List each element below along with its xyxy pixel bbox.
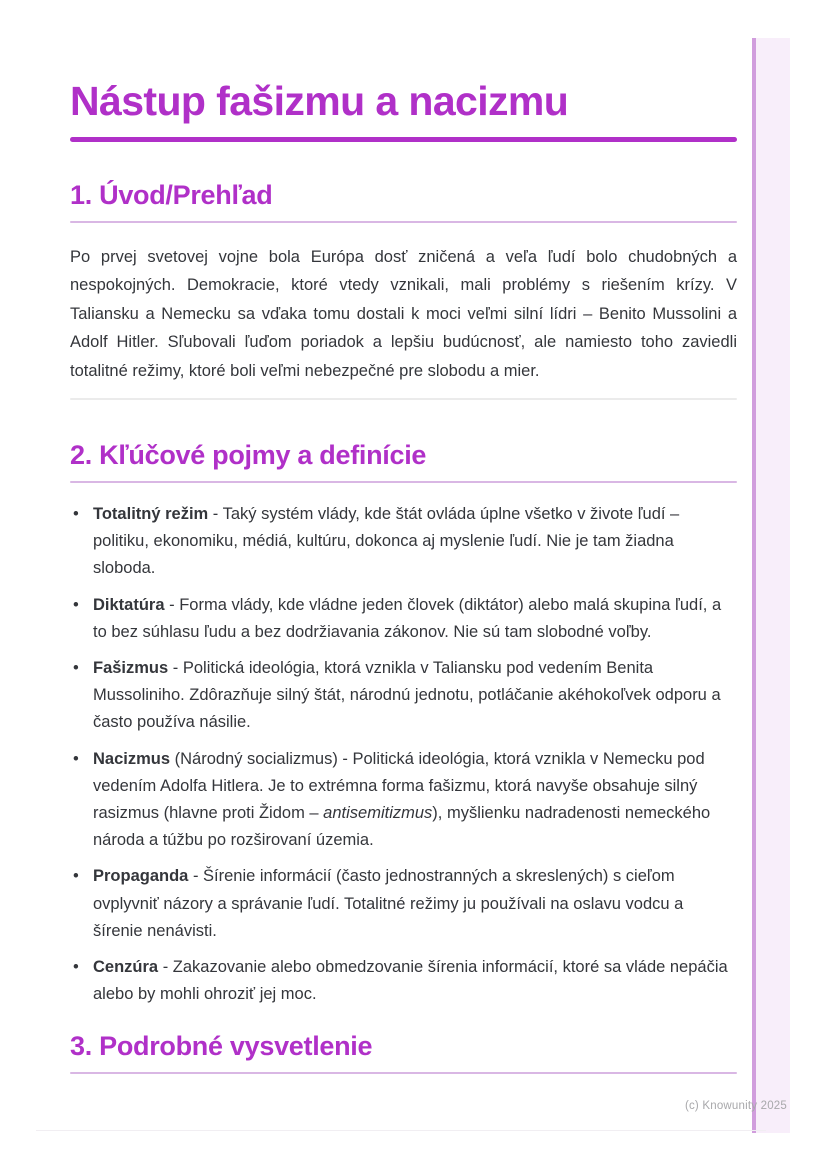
section-detail (70, 1030, 737, 1074)
definition-term: Propaganda (93, 867, 189, 886)
definitions-list (70, 501, 737, 1008)
definition-term: Nacizmus (93, 749, 171, 768)
definition-text: - Šírenie informácií (často jednostranných a skreslených) s cieľom ovplyvniť názory a správanie ľudí. Totalitné režimy ju používali na oslavu vodcu a šírenie nenávisti. (93, 867, 684, 940)
definition-text: ), myšlienku nadradenosti nemeckého národa a túžbu po rozširovaní územia. (93, 804, 711, 850)
page-break-line (36, 1130, 766, 1131)
italic-text: antisemitizmus (323, 804, 433, 823)
intro-paragraph: Po prvej svetovej vojne bola Európa dosť zničená a veľa ľudí bolo chudobných a nespokojných. Demokracie, ktoré vtedy vznikali, mali problémy s riešením krízy. V Taliansku a Nemecku sa vďaka tomu dostali k moci veľmi silní lídri – Benito Mussolini a Adolf Hitler. Sľubovali ľuďom poriadok a lepšiu budúcnosť, ale namiesto toho zaviedli totalitné režimy, ktoré boli veľmi nebezpečné pre slobodu a mier. (70, 248, 737, 380)
definition-text: (Národný socializmus) - Politická ideológia, ktorá vznikla v Nemecku pod vedením Adolfa Hitlera. Je to extrémna forma fašizmu, ktorá navyše obsahuje silný rasizmus (hlavne proti Židom – (93, 749, 705, 823)
section-intro (70, 179, 737, 385)
section-key-terms (70, 439, 737, 1008)
heading-underline (70, 481, 737, 483)
page-title: Nástup fašizmu a nacizmu (70, 78, 569, 124)
definition-term: Diktatúra (93, 595, 165, 614)
section-divider (70, 398, 737, 400)
definition-item (70, 863, 737, 945)
heading-underline (70, 1072, 737, 1074)
section-heading-detail: 3. Podrobné vysvetlenie (70, 1031, 373, 1062)
right-accent-stripe (752, 38, 790, 1133)
definition-item (70, 501, 737, 583)
definition-text: - Taký systém vlády, kde štát ovláda úplne všetko v živote ľudí – politiku, ekonomiku, médiá, kultúru, dokonca aj myslenie ľudí. Nie je tam žiadna sloboda. (93, 505, 680, 578)
definition-text: - Forma vlády, kde vládne jeden človek (diktátor) alebo malá skupina ľudí, a to bez súhlasu ľudu a bez dodržiavania zákonov. Nie sú tam slobodné voľby. (93, 595, 722, 641)
section-heading-terms: 2. Kľúčové pojmy a definície (70, 440, 427, 471)
document-content (70, 0, 737, 1074)
watermark: (c) Knowunity 2025 (684, 1100, 787, 1112)
definition-term: Cenzúra (93, 958, 159, 977)
definition-item (70, 746, 737, 855)
definition-item (70, 592, 737, 646)
definition-item (70, 954, 737, 1008)
definition-text: - Politická ideológia, ktorá vznikla v Taliansku pod vedením Benita Mussoliniho. Zdôrazňuje silný štát, národnú jednotu, potláčanie akéhokoľvek odporu a často používa násilie. (93, 659, 721, 732)
title-rule (70, 137, 737, 142)
definition-term: Fašizmus (93, 659, 169, 678)
definition-item (70, 655, 737, 737)
heading-underline (70, 221, 737, 223)
section-heading-intro: 1. Úvod/Prehľad (70, 180, 273, 210)
definition-text: - Zakazovanie alebo obmedzovanie šírenia informácií, ktoré sa vláde nepáčia alebo by mohli ohroziť jej moc. (93, 958, 728, 1004)
definition-term: Totalitný režim (93, 505, 209, 524)
